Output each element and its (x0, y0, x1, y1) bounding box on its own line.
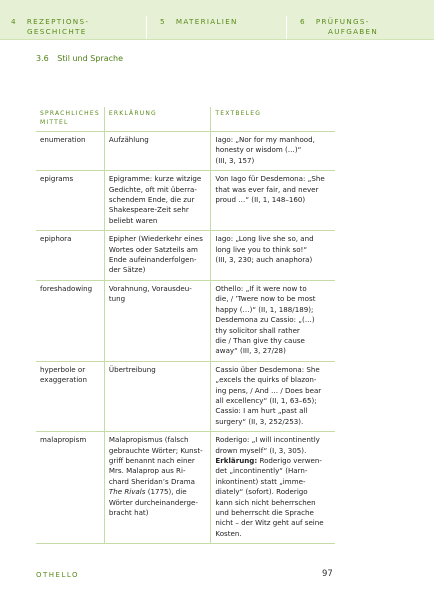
nav-divider (146, 16, 147, 40)
section-title: Stil und Sprache (57, 54, 123, 63)
nav-item-rezeptionsgeschichte[interactable] (11, 17, 89, 37)
cell-explanation: Übertreibung (104, 361, 211, 431)
nav-item-materialien[interactable] (160, 17, 238, 27)
nav-number: 4 (11, 17, 17, 26)
table-row (36, 361, 335, 431)
header-rule (0, 39, 434, 40)
nav-label-line2: GESCHICHTE (27, 27, 87, 36)
column-header-example: TEXTBELEG (211, 107, 335, 132)
stylistic-devices-table (36, 107, 335, 544)
nav-label-line2: AUFGABEN (328, 27, 379, 36)
table-row (36, 231, 335, 281)
chapter-navigation (0, 0, 434, 40)
nav-label: PRÜFUNGS- (315, 17, 370, 26)
cell-device: hyperbole or exaggeration (36, 361, 104, 431)
cell-example: Iago: „Nor for my manhood, honesty or wisdom (…)“ (III, 3, 157) (211, 132, 335, 171)
nav-label: MATERIALIEN (175, 17, 238, 26)
nav-label: REZEPTIONS- (26, 17, 90, 26)
cell-example: Von Iago für Desdemona: „She that was ever fair, and never proud …“ (II, 1, 148–160) (211, 171, 335, 231)
column-header-explanation: ERKLÄRUNG (104, 107, 211, 132)
table-row (36, 171, 335, 231)
cell-example: Othello: „If it were now to die, / ’Twere now to be most happy (…)“ (II, 1, 188/189); Desdemona zu Cassio: „(…) thy solicitor shall rather die / Than give thy cause away“ (III, 3, 27/28) (211, 280, 335, 361)
page-number: 97 (322, 569, 333, 579)
cell-example: Roderigo: „I will incontinently drown myself“ (I, 3, 305). Erklärung: Roderigo verwen- det „incontinently“ (Harn- inkontinent) statt „imme- diately“ (sofort). Roderigo kann sich nicht beherrschen und beherrscht die Sprache nicht – der Witz geht auf seine Kosten. (211, 432, 335, 544)
cell-explanation: Malapropismus (falsch gebrauchte Wörter; Kunst- griff benannt nach einer Mrs. Malaprop aus Ri- chard Sheridan’s Drama The Rivals (1775), die Wörter durcheinanderge- bracht hat) (104, 432, 211, 544)
column-header-device: SPRACHLICHES MITTEL (36, 107, 104, 132)
cell-explanation: Epipher (Wiederkehr eines Wortes oder Satzteils am Ende aufeinanderfolgen- der Sätze) (104, 231, 211, 281)
table-row (36, 280, 335, 361)
section-heading (36, 54, 123, 63)
cell-example: Iago: „Long live she so, and long live you to think so!“ (III, 3, 230; auch anaphora) (211, 231, 335, 281)
nav-number: 6 (300, 17, 306, 26)
table-row (36, 432, 335, 544)
cell-explanation: Aufzählung (104, 132, 211, 171)
cell-device: epigrams (36, 171, 104, 231)
table-header-row (36, 107, 335, 132)
cell-device: malapropism (36, 432, 104, 544)
cell-device: foreshadowing (36, 280, 104, 361)
running-footer-title: OTHELLO (36, 571, 80, 579)
cell-device: epiphora (36, 231, 104, 281)
nav-divider (286, 16, 287, 40)
nav-number: 5 (160, 17, 166, 26)
cell-example: Cassio über Desdemona: She „excels the quirks of blazon- ing pens, / And … / Does bear all excellency“ (II, 1, 63–65); Cassio: I am hurt „past all surgery“ (II, 3, 252/253). (211, 361, 335, 431)
cell-explanation: Epigramme: kurze witzige Gedichte, oft mit überra- schendem Ende, die zur Shakespeare-Zeit sehr beliebt waren (104, 171, 211, 231)
section-number: 3.6 (36, 54, 49, 63)
table-row (36, 132, 335, 171)
cell-device: enumeration (36, 132, 104, 171)
cell-explanation: Vorahnung, Vorausdeu- tung (104, 280, 211, 361)
nav-item-pruefungsaufgaben[interactable] (300, 17, 378, 37)
